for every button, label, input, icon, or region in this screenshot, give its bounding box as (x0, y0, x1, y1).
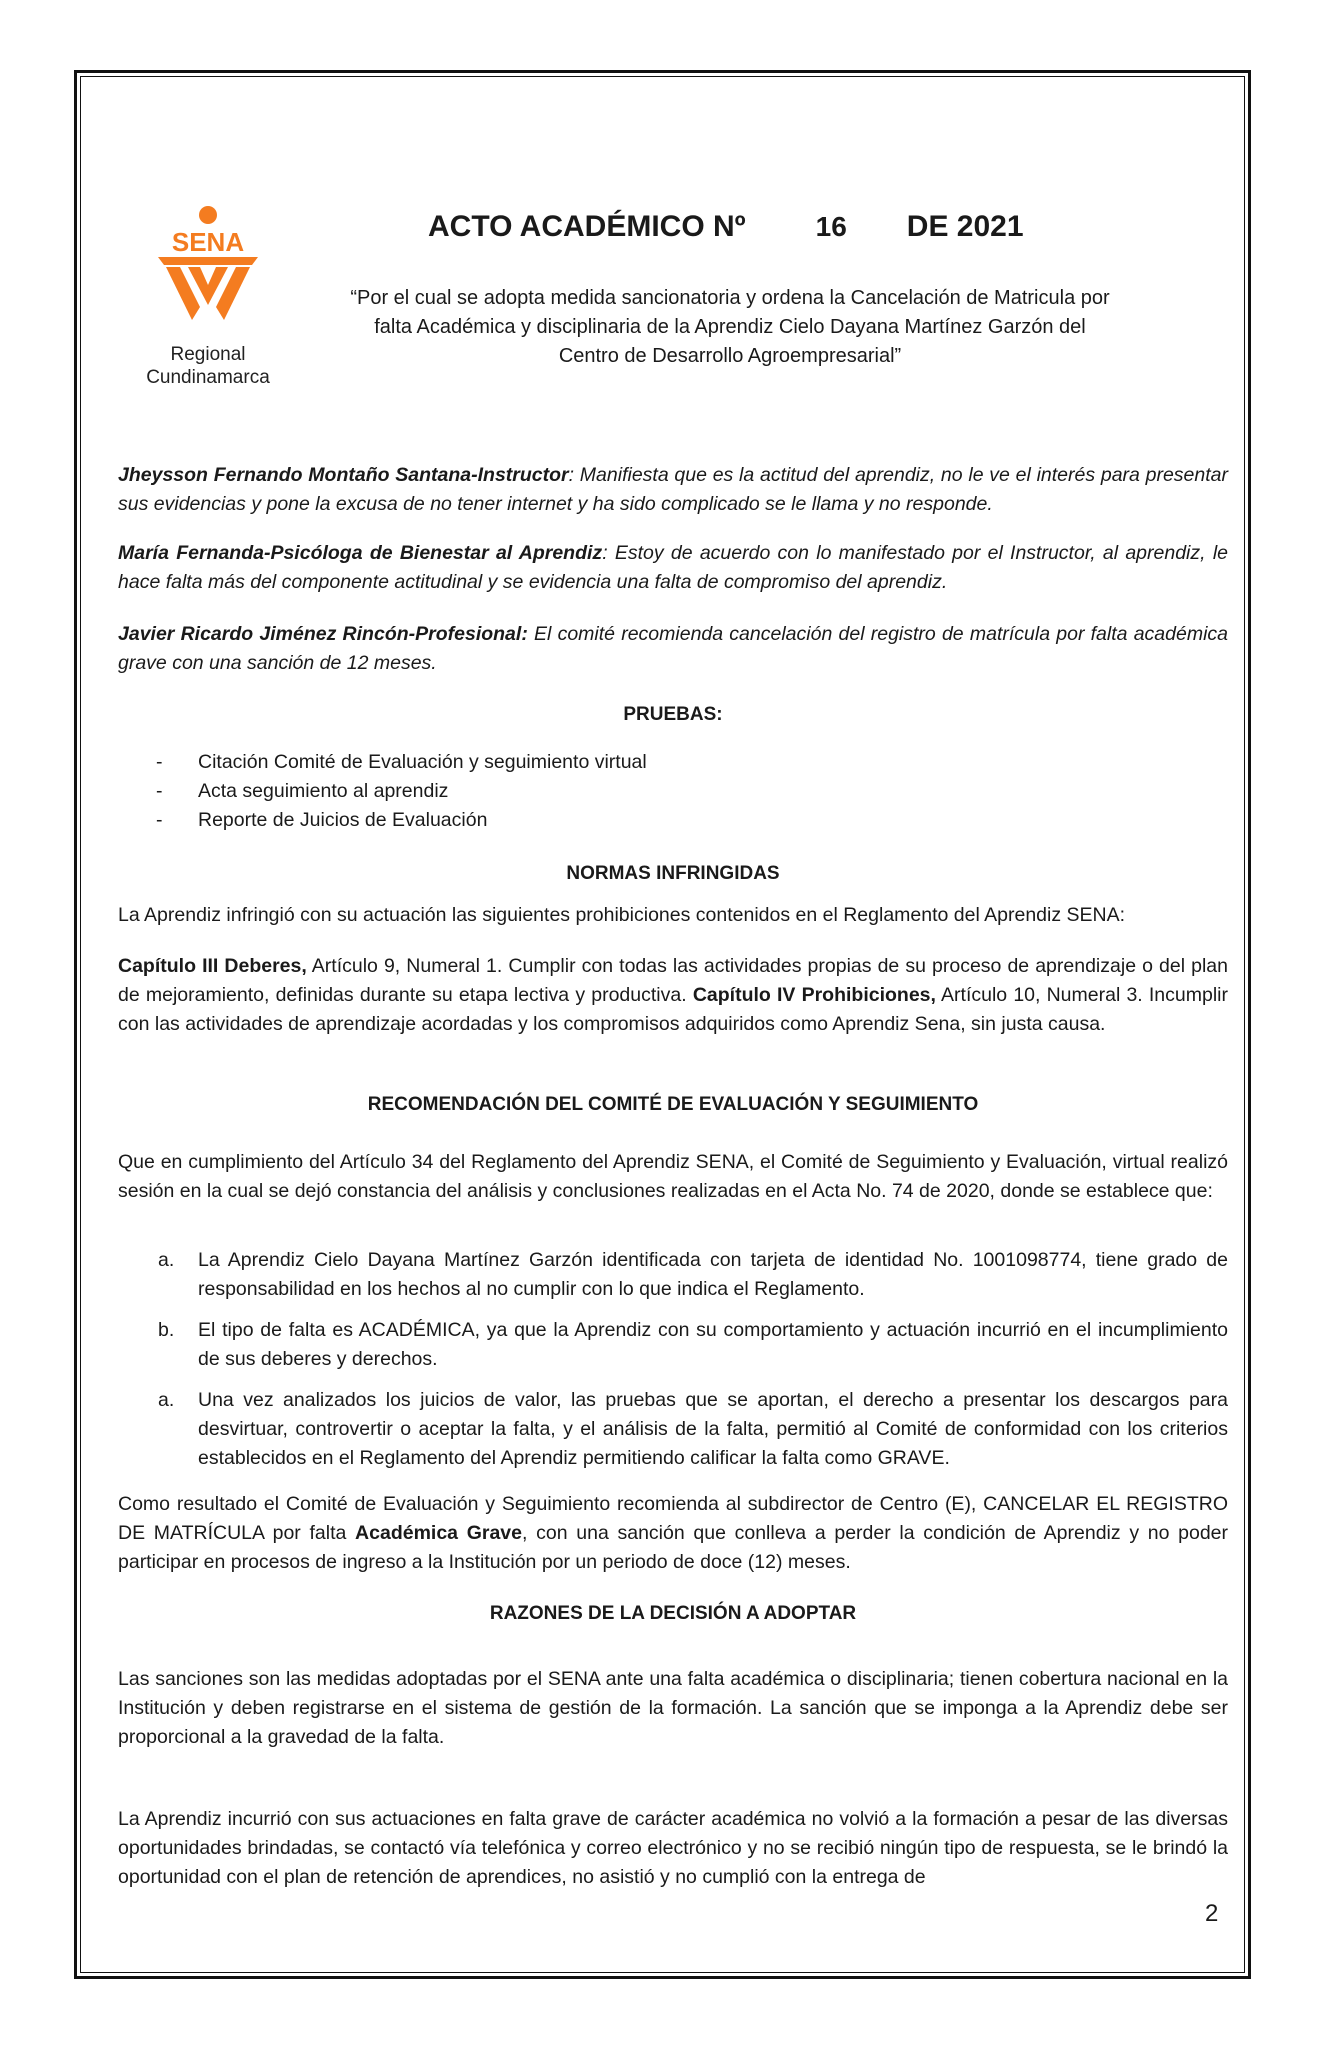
statement-text: El comité recomienda cancelación del registro de matrícula por falta académica grave con una sanción de 12 meses. (118, 623, 1229, 674)
recomendacion-intro: Que en cumplimiento del Artículo 34 del Reglamento del Aprendiz SENA, el Comité de Seguimiento y Evaluación, virtual realizó sesión en la cual se dejó constancia del análisis y conclusiones realizadas en el Acta No. 74 de 2020, donde se establece que: (118, 1151, 1228, 1202)
title-prefix: ACTO ACADÉMICO Nº (428, 210, 746, 243)
statement-instructor (118, 461, 1228, 519)
list-marker: b. (158, 1319, 175, 1341)
statement-text: : Estoy de acuerdo con lo manifestado por el Instructor, al aprendiz, le hace falta más del componente actitudinal y se evidencia una falta de compromiso del aprendiz. (118, 542, 1228, 593)
chapter-4-text: Artículo 10, Numeral 3. Incumplir con las actividades de aprendizaje acordadas y los compromisos adquiridos como Aprendiz Sena, sin justa causa. (118, 984, 1228, 1035)
statement-speaker: Jheysson Fernando Montaño Santana-Instructor (118, 464, 569, 486)
title-year: DE 2021 (906, 210, 1024, 243)
logo-regional-line2: Cundinamarca (146, 367, 270, 388)
normas-intro: La Aprendiz infringió con su actuación las siguientes prohibiciones contenidos en el Reglamento del Aprendiz SENA: (118, 904, 1126, 926)
statement-professional (118, 620, 1228, 678)
list-item-text: El tipo de falta es ACADÉMICA, ya que la Aprendiz con su comportamiento y actuación incurrió en el incumplimiento de sus deberes y derechos. (198, 1319, 1228, 1370)
normas-chapters (118, 952, 1228, 1039)
heading-pruebas: PRUEBAS: (623, 704, 723, 725)
logo-regional-line1: Regional (170, 344, 246, 365)
result-text-pre: Como resultado el Comité de Evaluación y Seguimiento recomienda al subdirector de Centro (E), CANCELAR EL REGISTRO DE MATRÍCULA por falta (118, 1493, 1228, 1544)
chapter-3-text: Artículo 9, Numeral 1. Cumplir con todas las actividades propias de su proceso de aprendizaje o del plan de mejoramiento, definidas durante su etapa lectiva y productiva. (118, 955, 1228, 1006)
list-item: - Reporte de Juicios de Evaluación (118, 806, 1228, 835)
recomendacion-list (118, 1246, 1228, 1485)
page-number: 2 (1205, 1900, 1219, 1927)
result-text-post: , con una sanción que conlleva a perder la condición de Aprendiz y no poder participar en procesos de ingreso a la Institución por un periodo de doce (12) meses. (118, 1522, 1229, 1573)
chapter-3-title: Capítulo III Deberes, (118, 955, 307, 977)
list-item: - Citación Comité de Evaluación y seguimiento virtual (118, 748, 1228, 777)
statement-psychologist (118, 539, 1228, 597)
list-marker: a. (158, 1249, 175, 1271)
svg-text:SENA: SENA (171, 227, 245, 257)
razones-paragraph-1: Las sanciones son las medidas adoptadas por el SENA ante una falta académica o disciplinaria; tienen cobertura nacional en la Institución y deben registrarse en el sistema de gestión de la formación. La sanción que se imponga a la Aprendiz debe ser proporcional a la gravedad de la falta. (118, 1668, 1228, 1748)
list-item-text: La Aprendiz Cielo Dayana Martínez Garzón identificada con tarjeta de identidad No. 1001098774, tiene grado de responsabilidad en los hechos al no cumplir con lo que indica el Reglamento. (198, 1249, 1228, 1300)
sena-logo (138, 205, 278, 395)
statement-speaker: Javier Ricardo Jiménez Rincón-Profesional: (118, 623, 528, 645)
recomendacion-result (118, 1490, 1228, 1577)
heading-recomendacion: RECOMENDACIÓN DEL COMITÉ DE EVALUACIÓN Y SEGUIMIENTO (367, 1094, 979, 1115)
document-subtitle: “Por el cual se adopta medida sancionatoria y ordena la Cancelación de Matricula por falta Académica y disciplinaria de la Aprendiz Cielo Dayana Martínez Garzón del Centro de Desarrollo Agroempresarial” (350, 287, 1110, 367)
list-item (118, 1246, 1228, 1304)
list-marker: a. (158, 1389, 175, 1411)
list-item-text: Una vez analizados los juicios de valor, las pruebas que se aportan, el derecho a presentar los descargos para desvirtuar, controvertir o aceptar la falta, y el análisis de la falta, permitió al Comité de conformidad con los criterios establecidos en el Reglamento del Aprendiz permitiendo calificar la falta como GRAVE. (198, 1389, 1228, 1469)
list-item (118, 1316, 1228, 1374)
act-number: 16 (815, 211, 847, 242)
list-item: - Acta seguimiento al aprendiz (118, 777, 1228, 806)
document-header (350, 210, 1150, 371)
result-text-bold: Académica Grave (355, 1522, 523, 1544)
statement-speaker: María Fernanda-Psicóloga de Bienestar al Aprendiz (118, 542, 603, 564)
heading-normas: NORMAS INFRINGIDAS (566, 863, 780, 884)
statement-text: : Manifiesta que es la actitud del aprendiz, no le ve el interés para presentar sus evidencias y pone la excusa de no tener internet y ha sido complicado se le llama y no responde. (118, 464, 1229, 515)
heading-razones: RAZONES DE LA DECISIÓN A ADOPTAR (489, 1603, 857, 1624)
sena-logo-icon (148, 205, 268, 325)
list-item (118, 1386, 1228, 1473)
document-title (350, 210, 1150, 244)
razones-paragraph-2: La Aprendiz incurrió con sus actuaciones en falta grave de carácter académica no volvió a la formación a pesar de las diversas oportunidades brindadas, se contactó vía telefónica y correo electrónico y no se recibió ningún tipo de respuesta, se le brindó la oportunidad con el plan de retención de aprendices, no asistió y no cumplió con la entrega de (118, 1808, 1228, 1888)
chapter-4-title: Capítulo IV Prohibiciones, (692, 984, 936, 1006)
pruebas-list (118, 748, 1228, 835)
